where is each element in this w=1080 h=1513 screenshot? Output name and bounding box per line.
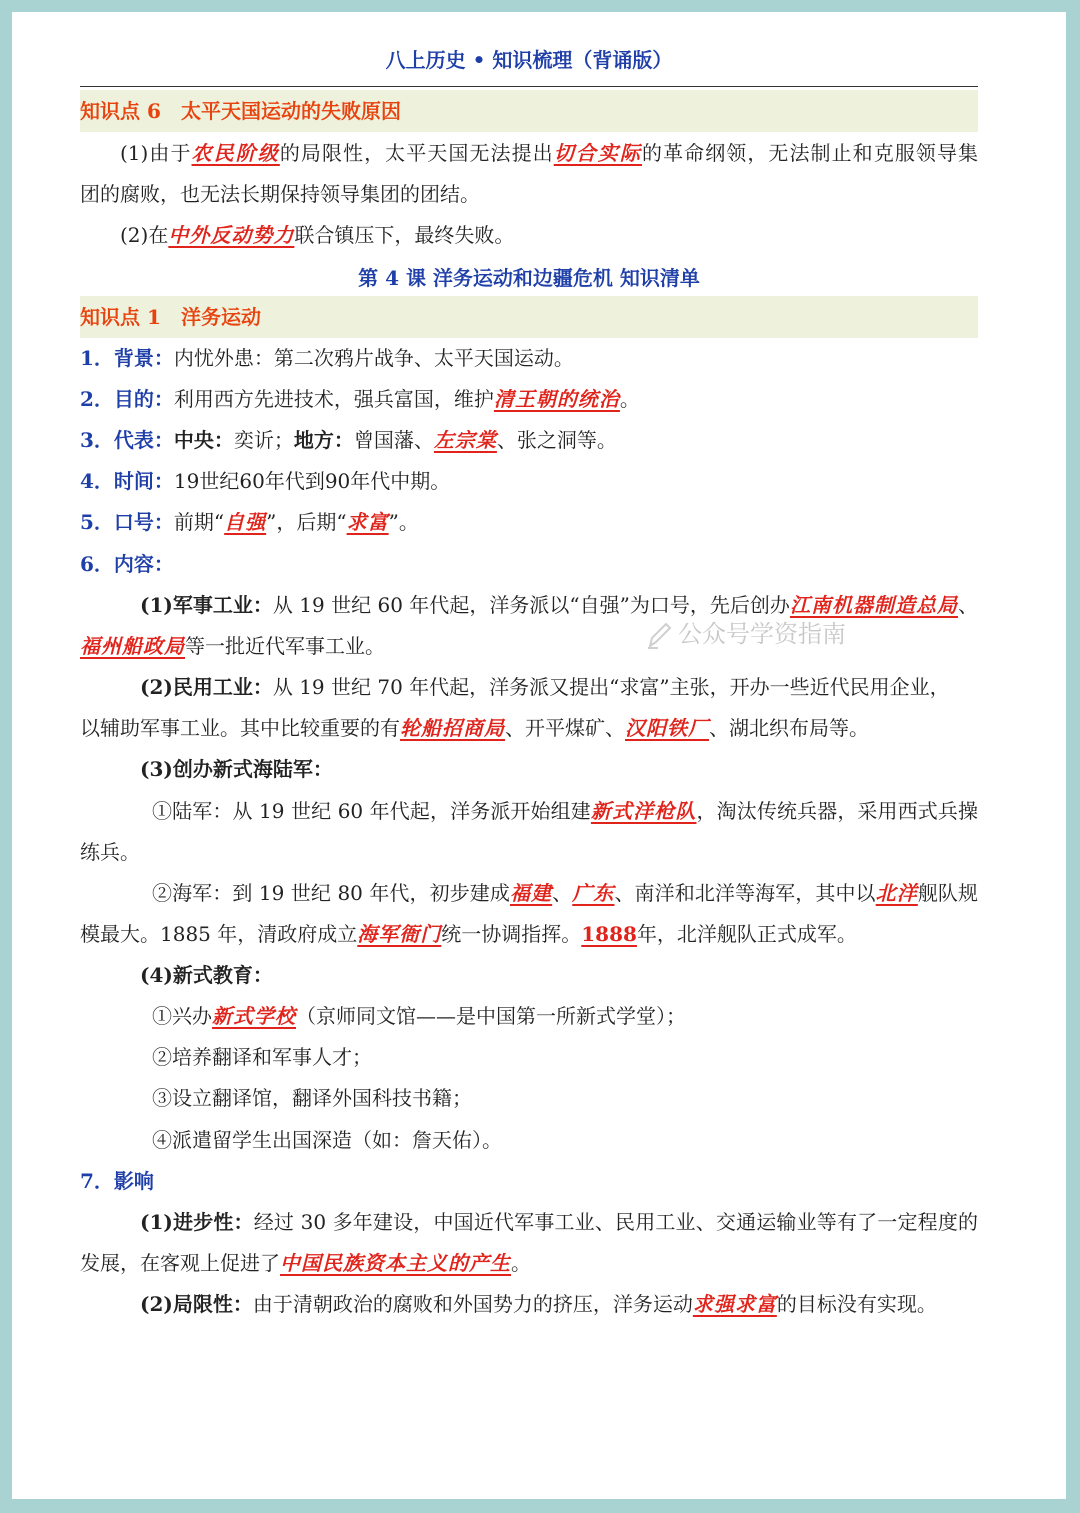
lesson-title: 第 4 课 洋务运动和边疆危机 知识清单 <box>358 266 700 290</box>
kp6-p1-line2: 团的腐败，也无法长期保持领导集团的团结。 <box>80 182 480 206</box>
army-line2: 练兵。 <box>80 840 140 864</box>
text: 的局限性，太平天国无法提出 <box>279 141 554 165</box>
watermark-text: 公众号学资指南 <box>678 620 846 648</box>
item-label: 1．背景： <box>80 346 174 370</box>
item-time <box>80 467 978 495</box>
text: 模最大。1885 年，清政府成立 <box>80 922 358 946</box>
text: 发展，在客观上促进了 <box>80 1251 280 1275</box>
edu-item2: ②培养翻译和军事人才； <box>152 1045 372 1069</box>
civilian-line1 <box>140 673 978 701</box>
text: (2)在 <box>120 223 169 247</box>
keyword: 新式学校 <box>212 1004 296 1028</box>
text: ①兴办 <box>152 1004 212 1028</box>
sub-label: 地方： <box>293 428 354 452</box>
edu-heading <box>140 961 978 989</box>
keyword: 切合实际 <box>553 141 642 165</box>
keyword: 求富 <box>346 510 389 534</box>
text: ①陆军：从 19 世纪 60 年代起，洋务派开始组建 <box>152 799 591 823</box>
header-title: 八上历史 • 知识梳理（背诵版） <box>385 48 673 72</box>
watermark <box>646 614 846 650</box>
text: 以辅助军事工业。其中比较重要的有 <box>80 716 400 740</box>
text: 年，北洋舰队正式成军。 <box>636 922 857 946</box>
navy-heading <box>140 755 978 783</box>
item-label: 5．口号： <box>80 510 174 534</box>
text: 19世纪60年代到90年代中期。 <box>173 469 451 493</box>
kp6-p2 <box>120 221 978 249</box>
keyword: 北洋 <box>875 881 918 905</box>
keyword: 江南机器制造总局 <box>789 593 959 617</box>
text: 舰队规 <box>917 881 979 905</box>
item-label: 3．代表： <box>80 428 174 452</box>
keyword: 自强 <box>224 510 267 534</box>
edu-item4: ④派遣留学生出国深造（如：詹天佑）。 <box>152 1128 502 1152</box>
text: 曾国藩、 <box>353 428 434 452</box>
text: ”，后期“ <box>266 510 347 534</box>
item-label: 6．内容： <box>80 552 174 576</box>
keyword: 广东 <box>572 881 615 905</box>
text: 。 <box>619 387 640 411</box>
item-label: 7．影响 <box>80 1169 154 1193</box>
keyword: 福建 <box>509 881 553 905</box>
text: 。 <box>511 1251 531 1275</box>
military-line1 <box>140 591 978 619</box>
item-label: 4．时间： <box>80 469 174 493</box>
civilian-line2 <box>80 714 978 742</box>
kp1-heading <box>80 296 978 338</box>
keyword: 福州船政局 <box>80 634 185 658</box>
text: 、 <box>552 881 573 905</box>
text: 经过 30 多年建设，中国近代军事工业、民用工业、交通运输业等有了一定程度的 <box>253 1210 978 1234</box>
impact-progress-line2 <box>80 1249 978 1277</box>
keyword: 新式洋枪队 <box>590 799 697 823</box>
sea-line2 <box>80 920 978 948</box>
text: 从 19 世纪 70 年代起，洋务派又提出“求富”主张，开办一些近代民用企业， <box>272 675 950 699</box>
text: 奕䜣； <box>233 428 294 452</box>
item-representatives <box>80 426 978 454</box>
text: (1)由于 <box>120 141 192 165</box>
text: ”。 <box>388 510 419 534</box>
kp6-heading <box>80 90 978 132</box>
keyword: 中外反动势力 <box>168 223 295 247</box>
item-slogan <box>80 508 978 536</box>
header-rule <box>80 86 978 87</box>
pen-icon <box>646 620 672 650</box>
text: 、张之洞等。 <box>496 428 617 452</box>
text: 的目标没有实现。 <box>776 1292 937 1316</box>
text: 、开平煤矿、 <box>505 716 625 740</box>
keyword: 左宗棠 <box>433 428 497 452</box>
army-line1 <box>152 797 978 825</box>
kp1-number: 知识点 1 <box>80 305 161 329</box>
keyword: 1888 <box>581 922 637 946</box>
impact-limitation <box>140 1290 978 1318</box>
item-label: 2．目的： <box>80 387 174 411</box>
kp6-title: 太平天国运动的失败原因 <box>181 99 401 123</box>
text: （京师同文馆——是中国第一所新式学堂）； <box>296 1004 686 1028</box>
keyword: 汉阳铁厂 <box>625 716 709 740</box>
keyword: 农民阶级 <box>191 141 280 165</box>
text: 内忧外患：第二次鸦片战争、太平天国运动。 <box>173 346 574 370</box>
edu-item1 <box>152 1002 686 1030</box>
sea-line1 <box>152 879 978 907</box>
sub-label: (1)进步性： <box>140 1210 254 1234</box>
text: 前期“ <box>173 510 225 534</box>
kp6-p1-line1 <box>120 139 978 167</box>
keyword: 清王朝的统治 <box>493 387 620 411</box>
keyword: 海军衙门 <box>357 922 442 946</box>
keyword: 中国民族资本主义的产生 <box>280 1251 511 1275</box>
sub-label: (2)民用工业： <box>140 675 273 699</box>
item-purpose <box>80 385 978 413</box>
item-content <box>80 550 978 578</box>
text: 联合镇压下，最终失败。 <box>294 223 515 247</box>
text: 利用西方先进技术，强兵富国，维护 <box>173 387 494 411</box>
text: 、南洋和北洋等海军，其中以 <box>614 881 876 905</box>
keyword: 轮船招商局 <box>400 716 505 740</box>
keyword: 求强求富 <box>692 1292 777 1316</box>
kp6-number: 知识点 6 <box>80 99 161 123</box>
impact-heading <box>80 1167 978 1195</box>
text: ，淘汰传统兵器，采用西式兵操 <box>696 799 979 823</box>
text: 、湖北织布局等。 <box>709 716 869 740</box>
sub-label: (3)创办新式海陆军： <box>140 757 333 781</box>
sub-label: (4)新式教育： <box>140 963 273 987</box>
text: ②海军：到 19 世纪 80 年代，初步建成 <box>152 881 510 905</box>
sub-label: 中央： <box>173 428 234 452</box>
kp1-title: 洋务运动 <box>181 305 261 329</box>
impact-progress-line1 <box>140 1208 978 1236</box>
item-background <box>80 344 978 372</box>
sub-label: (1)军事工业： <box>140 593 273 617</box>
sub-label: (2)局限性： <box>140 1292 253 1316</box>
edu-item3: ③设立翻译馆，翻译外国科技书籍； <box>152 1086 472 1110</box>
text: 的革命纲领，无法制止和克服领导集 <box>642 141 979 165</box>
text: 统一协调指挥。 <box>441 922 582 946</box>
text: 由于清朝政治的腐败和外国势力的挤压，洋务运动 <box>252 1292 693 1316</box>
text: 等一批近代军事工业。 <box>185 634 385 658</box>
text: 、 <box>958 593 979 617</box>
text: 从 19 世纪 60 年代起，洋务派以“自强”为口号，先后创办 <box>272 593 790 617</box>
